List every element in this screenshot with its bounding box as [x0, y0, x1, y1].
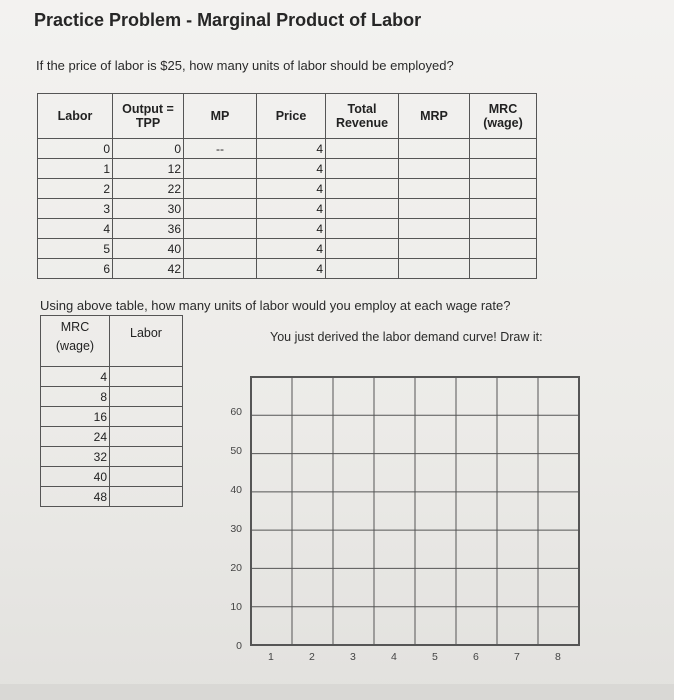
cell-labor: 6 — [38, 259, 113, 279]
production-table — [37, 93, 537, 279]
cell-price: 4 — [257, 179, 326, 199]
header-total-revenue: Total Revenue — [326, 94, 399, 139]
cell-mrc[interactable] — [470, 179, 537, 199]
question-text: If the price of labor is $25, how many units of labor should be employed? — [36, 58, 454, 73]
cell-tpp: 42 — [113, 259, 184, 279]
header-price: Price — [257, 94, 326, 139]
cell-mrp[interactable] — [399, 159, 470, 179]
cell-labor-answer[interactable] — [110, 467, 183, 487]
cell-labor: 4 — [38, 219, 113, 239]
cell-tpp: 12 — [113, 159, 184, 179]
cell-labor-answer[interactable] — [110, 407, 183, 427]
cell-wage: 16 — [41, 407, 110, 427]
cell-wage: 48 — [41, 487, 110, 507]
table-row — [41, 387, 183, 407]
table-row — [41, 367, 183, 387]
x-tick-label: 7 — [514, 651, 520, 663]
cell-mrc[interactable] — [470, 259, 537, 279]
cell-labor: 5 — [38, 239, 113, 259]
cell-mrc[interactable] — [470, 159, 537, 179]
y-tick-label: 50 — [230, 445, 242, 457]
x-tick-label: 1 — [268, 651, 274, 663]
cell-mrc[interactable] — [470, 219, 537, 239]
y-tick-label: 30 — [230, 523, 242, 535]
cell-mrp[interactable] — [399, 179, 470, 199]
cell-tpp: 0 — [113, 139, 184, 159]
wage-labor-table — [40, 315, 183, 507]
cell-mrc[interactable] — [470, 239, 537, 259]
x-tick-label: 4 — [391, 651, 397, 663]
table-row — [38, 239, 537, 259]
cell-tpp: 22 — [113, 179, 184, 199]
cell-mrp[interactable] — [399, 139, 470, 159]
x-tick-label: 5 — [432, 651, 438, 663]
table-row — [38, 139, 537, 159]
cell-tpp: 40 — [113, 239, 184, 259]
cell-mp — [184, 219, 257, 239]
cell-labor-answer[interactable] — [110, 387, 183, 407]
table-row — [38, 159, 537, 179]
y-tick-label: 60 — [230, 406, 242, 418]
cell-price: 4 — [257, 239, 326, 259]
cell-wage: 40 — [41, 467, 110, 487]
cell-labor-answer[interactable] — [110, 447, 183, 467]
table-row — [41, 407, 183, 427]
header-labor: Labor — [110, 316, 183, 367]
cell-labor: 2 — [38, 179, 113, 199]
table-row — [38, 179, 537, 199]
cell-price: 4 — [257, 199, 326, 219]
cell-price: 4 — [257, 139, 326, 159]
table-row — [41, 487, 183, 507]
y-tick-label: 0 — [236, 640, 242, 652]
cell-total-revenue[interactable] — [326, 219, 399, 239]
cell-price: 4 — [257, 219, 326, 239]
table-row — [38, 259, 537, 279]
cell-mp — [184, 179, 257, 199]
cell-wage: 8 — [41, 387, 110, 407]
cell-mp — [184, 199, 257, 219]
header-mp: MP — [184, 94, 257, 139]
y-tick-label: 10 — [230, 601, 242, 613]
header-mrp: MRP — [399, 94, 470, 139]
table-row — [41, 447, 183, 467]
cell-mp: -- — [184, 139, 257, 159]
cell-labor: 1 — [38, 159, 113, 179]
cell-mrp[interactable] — [399, 259, 470, 279]
x-tick-label: 3 — [350, 651, 356, 663]
cell-tpp: 30 — [113, 199, 184, 219]
cell-total-revenue[interactable] — [326, 239, 399, 259]
table-row — [41, 467, 183, 487]
cell-labor-answer[interactable] — [110, 367, 183, 387]
cell-labor: 3 — [38, 199, 113, 219]
y-tick-label: 20 — [230, 562, 242, 574]
question2-text: Using above table, how many units of labor would you employ at each wage rate? — [40, 298, 511, 313]
header-mrc: MRC (wage) — [470, 94, 537, 139]
cell-wage: 32 — [41, 447, 110, 467]
cell-labor: 0 — [38, 139, 113, 159]
table-row — [38, 199, 537, 219]
cell-labor-answer[interactable] — [110, 427, 183, 447]
x-tick-label: 6 — [473, 651, 479, 663]
cell-labor-answer[interactable] — [110, 487, 183, 507]
table-row — [41, 427, 183, 447]
cell-total-revenue[interactable] — [326, 159, 399, 179]
cell-mrc[interactable] — [470, 199, 537, 219]
table-header-row — [41, 316, 183, 367]
derived-text: You just derived the labor demand curve! Draw it: — [270, 330, 543, 344]
cell-total-revenue[interactable] — [326, 199, 399, 219]
cell-mrp[interactable] — [399, 199, 470, 219]
cell-mp — [184, 259, 257, 279]
cell-price: 4 — [257, 259, 326, 279]
page-title: Practice Problem - Marginal Product of Labor — [34, 10, 422, 30]
cell-mp — [184, 159, 257, 179]
cell-total-revenue[interactable] — [326, 139, 399, 159]
x-tick-label: 2 — [309, 651, 315, 663]
cell-total-revenue[interactable] — [326, 259, 399, 279]
blank-graph-grid[interactable] — [250, 376, 580, 646]
cell-wage: 4 — [41, 367, 110, 387]
table-header-row — [38, 94, 537, 139]
page-edge — [0, 684, 674, 700]
cell-tpp: 36 — [113, 219, 184, 239]
cell-total-revenue[interactable] — [326, 179, 399, 199]
header-tpp: Output = TPP — [113, 94, 184, 139]
cell-mrc[interactable] — [470, 139, 537, 159]
table-row — [38, 219, 537, 239]
y-tick-label: 40 — [230, 484, 242, 496]
cell-mrp[interactable] — [399, 239, 470, 259]
x-tick-label: 8 — [555, 651, 561, 663]
cell-price: 4 — [257, 159, 326, 179]
cell-mp — [184, 239, 257, 259]
header-labor: Labor — [38, 94, 113, 139]
header-wage: MRC (wage) — [41, 316, 110, 367]
cell-wage: 24 — [41, 427, 110, 447]
cell-mrp[interactable] — [399, 219, 470, 239]
